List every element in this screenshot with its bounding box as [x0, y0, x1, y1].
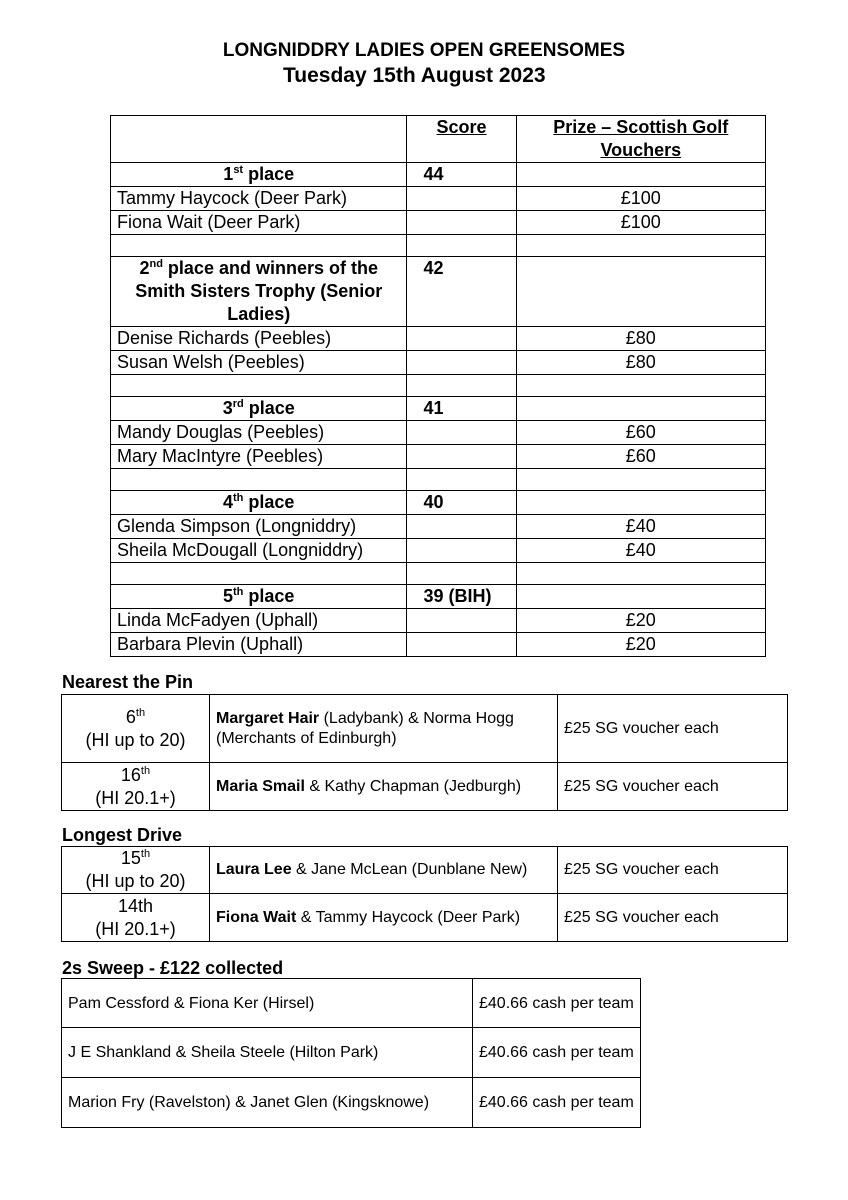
page-title: LONGNIDDRY LADIES OPEN GREENSOMES [222, 40, 626, 61]
sweep-table [61, 978, 641, 1128]
place-label: 4th place [111, 491, 407, 515]
longest-drive-heading: Longest Drive [62, 825, 183, 845]
place-row [111, 397, 766, 421]
nearest-pin-table [61, 694, 788, 811]
player-name: Tammy Haycock (Deer Park) [111, 187, 407, 211]
spacer-row [111, 235, 766, 257]
longest-drive-table [61, 846, 788, 942]
prize-header: Prize – Scottish Golf Vouchers [516, 116, 765, 163]
player-row [111, 633, 766, 657]
player-row [111, 327, 766, 351]
sweep-row [62, 1078, 641, 1128]
player-row [111, 187, 766, 211]
place-row [111, 257, 766, 327]
player-name: Mary MacIntyre (Peebles) [111, 445, 407, 469]
place-label: 3rd place [111, 397, 407, 421]
award-prize: £25 SG voucher each [558, 894, 788, 942]
winners-cell: Maria Smail & Kathy Chapman (Jedburgh) [210, 763, 558, 811]
event-date: Tuesday 15th August 2023 [283, 64, 546, 87]
nearest-pin-heading: Nearest the Pin [62, 672, 194, 692]
hole-cell: 16th (HI 20.1+) [62, 763, 210, 811]
place-row [111, 163, 766, 187]
player-prize: £80 [516, 351, 765, 375]
award-prize: £25 SG voucher each [558, 763, 788, 811]
player-name: Susan Welsh (Peebles) [111, 351, 407, 375]
player-prize: £20 [516, 609, 765, 633]
winners-cell: Laura Lee & Jane McLean (Dunblane New) [210, 847, 558, 894]
sweep-prize: £40.66 cash per team [473, 1028, 641, 1078]
award-row [62, 695, 788, 763]
player-prize: £40 [516, 515, 765, 539]
player-row [111, 609, 766, 633]
award-prize: £25 SG voucher each [558, 847, 788, 894]
player-name: Mandy Douglas (Peebles) [111, 421, 407, 445]
winners-cell: Margaret Hair (Ladybank) & Norma Hogg (Merchants of Edinburgh) [210, 695, 558, 763]
place-label: 2nd place and winners of the Smith Sisters Trophy (Senior Ladies) [111, 257, 407, 327]
sweep-row [62, 1028, 641, 1078]
sweep-prize: £40.66 cash per team [473, 1078, 641, 1128]
player-prize: £60 [516, 421, 765, 445]
player-row [111, 539, 766, 563]
award-prize: £25 SG voucher each [558, 695, 788, 763]
place-label: 1st place [111, 163, 407, 187]
player-prize: £40 [516, 539, 765, 563]
place-label: 5th place [111, 585, 407, 609]
player-row [111, 351, 766, 375]
player-name: Denise Richards (Peebles) [111, 327, 407, 351]
sweep-heading: 2s Sweep - £122 collected [62, 958, 284, 978]
player-name: Barbara Plevin (Uphall) [111, 633, 407, 657]
sweep-prize: £40.66 cash per team [473, 979, 641, 1028]
player-name: Fiona Wait (Deer Park) [111, 211, 407, 235]
score-header: Score [407, 116, 516, 163]
hole-cell: 15th (HI up to 20) [62, 847, 210, 894]
place-score: 40 [407, 491, 516, 515]
hole-cell: 6th (HI up to 20) [62, 695, 210, 763]
player-name: Glenda Simpson (Longniddry) [111, 515, 407, 539]
player-row [111, 515, 766, 539]
player-name: Linda McFadyen (Uphall) [111, 609, 407, 633]
spacer-row [111, 563, 766, 585]
sweep-team: Pam Cessford & Fiona Ker (Hirsel) [62, 979, 473, 1028]
results-table [110, 115, 766, 657]
player-row [111, 445, 766, 469]
place-row [111, 585, 766, 609]
player-prize: £100 [516, 211, 765, 235]
sweep-team: J E Shankland & Sheila Steele (Hilton Park) [62, 1028, 473, 1078]
player-row [111, 421, 766, 445]
spacer-row [111, 375, 766, 397]
player-row [111, 211, 766, 235]
award-row [62, 894, 788, 942]
sweep-row [62, 979, 641, 1028]
results-header-row [111, 116, 766, 163]
player-prize: £100 [516, 187, 765, 211]
player-prize: £80 [516, 327, 765, 351]
player-prize: £20 [516, 633, 765, 657]
place-score: 44 [407, 163, 516, 187]
award-row [62, 847, 788, 894]
place-row [111, 491, 766, 515]
award-row [62, 763, 788, 811]
winners-cell: Fiona Wait & Tammy Haycock (Deer Park) [210, 894, 558, 942]
spacer-row [111, 469, 766, 491]
player-name: Sheila McDougall (Longniddry) [111, 539, 407, 563]
hole-cell: 14th (HI 20.1+) [62, 894, 210, 942]
place-score: 42 [407, 257, 516, 327]
player-prize: £60 [516, 445, 765, 469]
place-score: 39 (BIH) [407, 585, 516, 609]
sweep-team: Marion Fry (Ravelston) & Janet Glen (Kingsknowe) [62, 1078, 473, 1128]
place-score: 41 [407, 397, 516, 421]
